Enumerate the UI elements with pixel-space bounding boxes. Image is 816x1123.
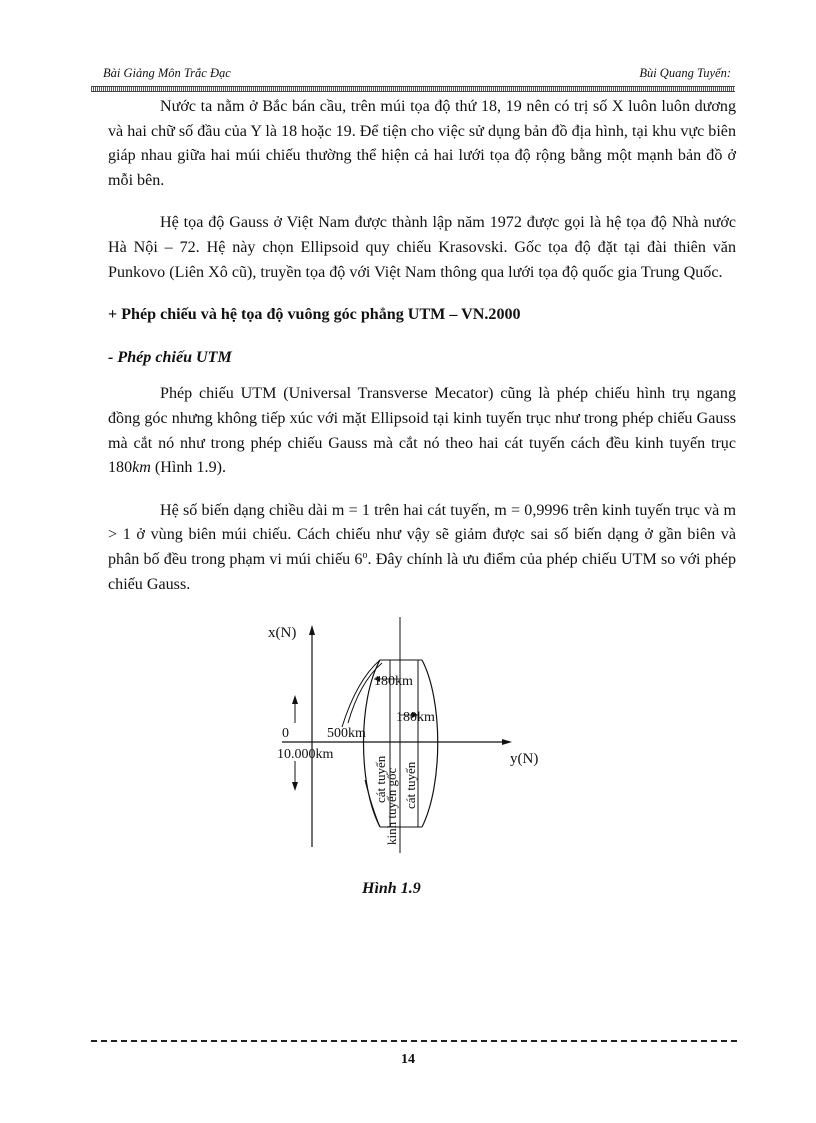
paragraph-3-text: Phép chiếu UTM (Universal Transverse Mecator) cũng là phép chiếu hình trụ ngang đồng góc nhưng không tiếp xúc với mặt Ellipsoid tại kinh tuyến trục như trong phép chiếu Gauss mà cắt nó như trong phép chiếu Gauss mà cắt nó theo hai cát tuyến cách đều kinh tuyến trục 180 bbox=[108, 385, 736, 477]
paragraph-3-tail: (Hình 1.9). bbox=[150, 459, 226, 477]
page-content bbox=[108, 95, 736, 615]
page-header bbox=[91, 64, 735, 84]
x-axis-arrow bbox=[309, 625, 315, 635]
label-secant-right: cát tuyến bbox=[403, 761, 418, 809]
header-course-title: Bài Giảng Môn Trắc Đạc bbox=[103, 66, 231, 80]
zone-right-curve bbox=[422, 660, 438, 827]
paragraph-4 bbox=[108, 499, 736, 597]
paragraph-3 bbox=[108, 382, 736, 480]
origin-down-arrow-head bbox=[292, 782, 298, 791]
paragraph-4-text: Hệ số biến dạng chiều dài m = 1 trên hai cát tuyến, m = 0,9996 trên kinh tuyến trục và m > 1 ở vùng biên múi chiếu. Cách chiếu như vậy sẽ giảm được sai số biến dạng ở gần biên và phân bố đều trong phạm vi múi chiếu 6 bbox=[108, 501, 736, 568]
x-axis-label: x(N) bbox=[268, 625, 297, 641]
label-180km-mid: 180km bbox=[396, 710, 435, 725]
label-central-meridian: kinh tuyến gốc bbox=[384, 767, 399, 845]
label-500km: 500km bbox=[327, 726, 366, 741]
section-heading-utm-vn2000: + Phép chiếu và hệ tọa độ vuông góc phẳng UTM – VN.2000 bbox=[108, 306, 521, 324]
y-axis-arrow bbox=[502, 739, 512, 745]
y-axis-label: y(N) bbox=[510, 751, 539, 767]
paragraph-4-tail: . Đây chính là ưu điểm của phép chiếu UTM so với phép chiếu Gauss. bbox=[108, 550, 737, 593]
subsection-heading-utm: - Phép chiếu UTM bbox=[108, 348, 232, 366]
header-rule bbox=[91, 86, 735, 92]
degree-superscript: o bbox=[362, 549, 368, 561]
label-origin-zero: 0 bbox=[282, 726, 289, 741]
paragraph-2: Hệ tọa độ Gauss ở Việt Nam được thành lập năm 1972 được gọi là hệ tọa độ Nhà nước Hà Nội – 72. Hệ này chọn Ellipsoid quy chiếu Krasovski. Gốc tọa độ đặt tại đài thiên văn Punkovo (Liên Xô cũ), truyền tọa độ với Việt Nam thông qua lưới tọa độ quốc gia Trung Quốc. bbox=[108, 214, 736, 281]
paragraph-1: Nước ta nằm ở Bắc bán cầu, trên múi tọa độ thứ 18, 19 nên có trị số X luôn luôn dương và hai chữ số đầu của Y là 18 hoặc 19. Để tiện cho việc sử dụng bản đồ địa hình, tại khu vực biên giáp nhau giữa hai múi chiếu thường thể hiện cả hai lưới tọa độ rộng bằng một mạnh bản đồ ở mỗi bên. bbox=[108, 98, 736, 189]
figure-utm-diagram bbox=[260, 615, 560, 855]
origin-up-arrow-head bbox=[292, 695, 298, 704]
label-10000km: 10.000km bbox=[277, 747, 334, 762]
page-number: 14 bbox=[401, 1052, 415, 1067]
figure-caption: Hình 1.9 bbox=[362, 880, 421, 897]
paragraph-3-unit: km bbox=[132, 459, 151, 477]
label-180km-top: 180km bbox=[374, 674, 413, 689]
label-secant-left: cát tuyến bbox=[373, 755, 388, 803]
header-author: Bùi Quang Tuyến: bbox=[639, 66, 731, 80]
footer-rule bbox=[91, 1040, 737, 1042]
utm-diagram-svg bbox=[260, 615, 560, 855]
